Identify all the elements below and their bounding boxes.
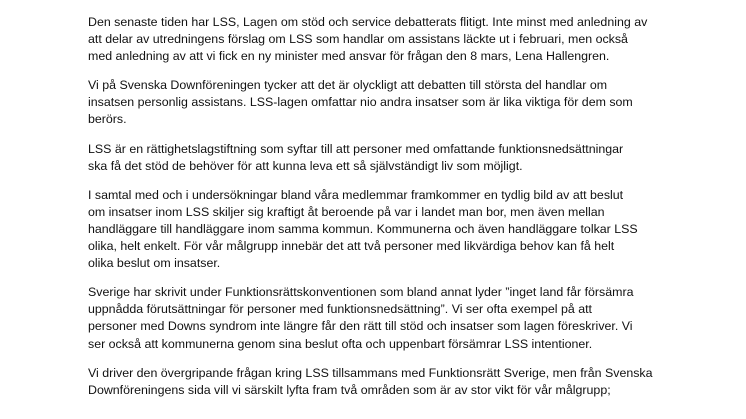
paragraph-4 [88, 187, 688, 272]
paragraph-6 [88, 365, 688, 399]
text-line: personer med Downs syndrom inte längre får den rätt till stöd och insatser som lagen föreskriver. Vi [88, 319, 633, 334]
paragraph-2 [88, 77, 688, 128]
text-line: I samtal med och i undersökningar bland våra medlemmar framkommer en tydlig bild av att beslut [88, 187, 624, 202]
text-line: handläggare till handläggare inom samma kommun. Kommunerna och även handläggare tolkar LSS [88, 221, 638, 236]
text-line: olika beslut om insatser. [88, 256, 221, 271]
text-line: om insatser inom LSS skiljer sig kraftigt åt beroende på var i landet man bor, men även mellan [88, 204, 605, 219]
text-line: insatsen personlig assistans. LSS-lagen omfattar nio andra insatser som är lika viktiga för dem som [88, 95, 633, 110]
paragraph-3 [88, 141, 688, 175]
paragraph-1 [88, 14, 688, 65]
text-line: Vi driver den övergripande frågan kring LSS tillsammans med Funktionsrätt Sverige, men från Svenska [88, 365, 653, 380]
text-line: ser också att kommunerna genom sina beslut ofta och uppenbart försämrar LSS intentioner. [88, 336, 593, 351]
text-line: Sverige har skrivit under Funktionsrättskonventionen som bland annat lyder ”inget land får försämra [88, 285, 634, 300]
paragraph-5 [88, 284, 688, 352]
text-line: ska få det stöd de behöver för att kunna leva ett så självständigt liv som möjligt. [88, 158, 523, 173]
text-line: Downföreningens sida vill vi särskilt lyfta fram två områden som är av stor vikt för vår målgrupp; [88, 382, 611, 397]
document-body [88, 14, 688, 411]
text-line: att delar av utredningens förslag om LSS som handlar om assistans läckte ut i februari, men också [88, 32, 628, 47]
text-line: uppnådda förutsättningar för personer med funktionsnedsättning”. Vi ser ofta exempel på att [88, 302, 592, 317]
text-line: LSS är en rättighetslagstiftning som syftar till att personer med omfattande funktionsnedsättningar [88, 141, 624, 156]
text-line: olika, helt enkelt. För vår målgrupp innebär det att två personer med likvärdiga behov kan få helt [88, 239, 615, 254]
text-line: med anledning av att vi fick en ny minister med ansvar för frågan den 8 mars, Lena Hallengren. [88, 49, 610, 64]
text-line: Den senaste tiden har LSS, Lagen om stöd och service debatterats flitigt. Inte minst med anledning av [88, 15, 648, 29]
text-line: Vi på Svenska Downföreningen tycker att det är olyckligt att debatten till största del handlar om [88, 78, 608, 93]
text-line: berörs. [88, 112, 127, 127]
